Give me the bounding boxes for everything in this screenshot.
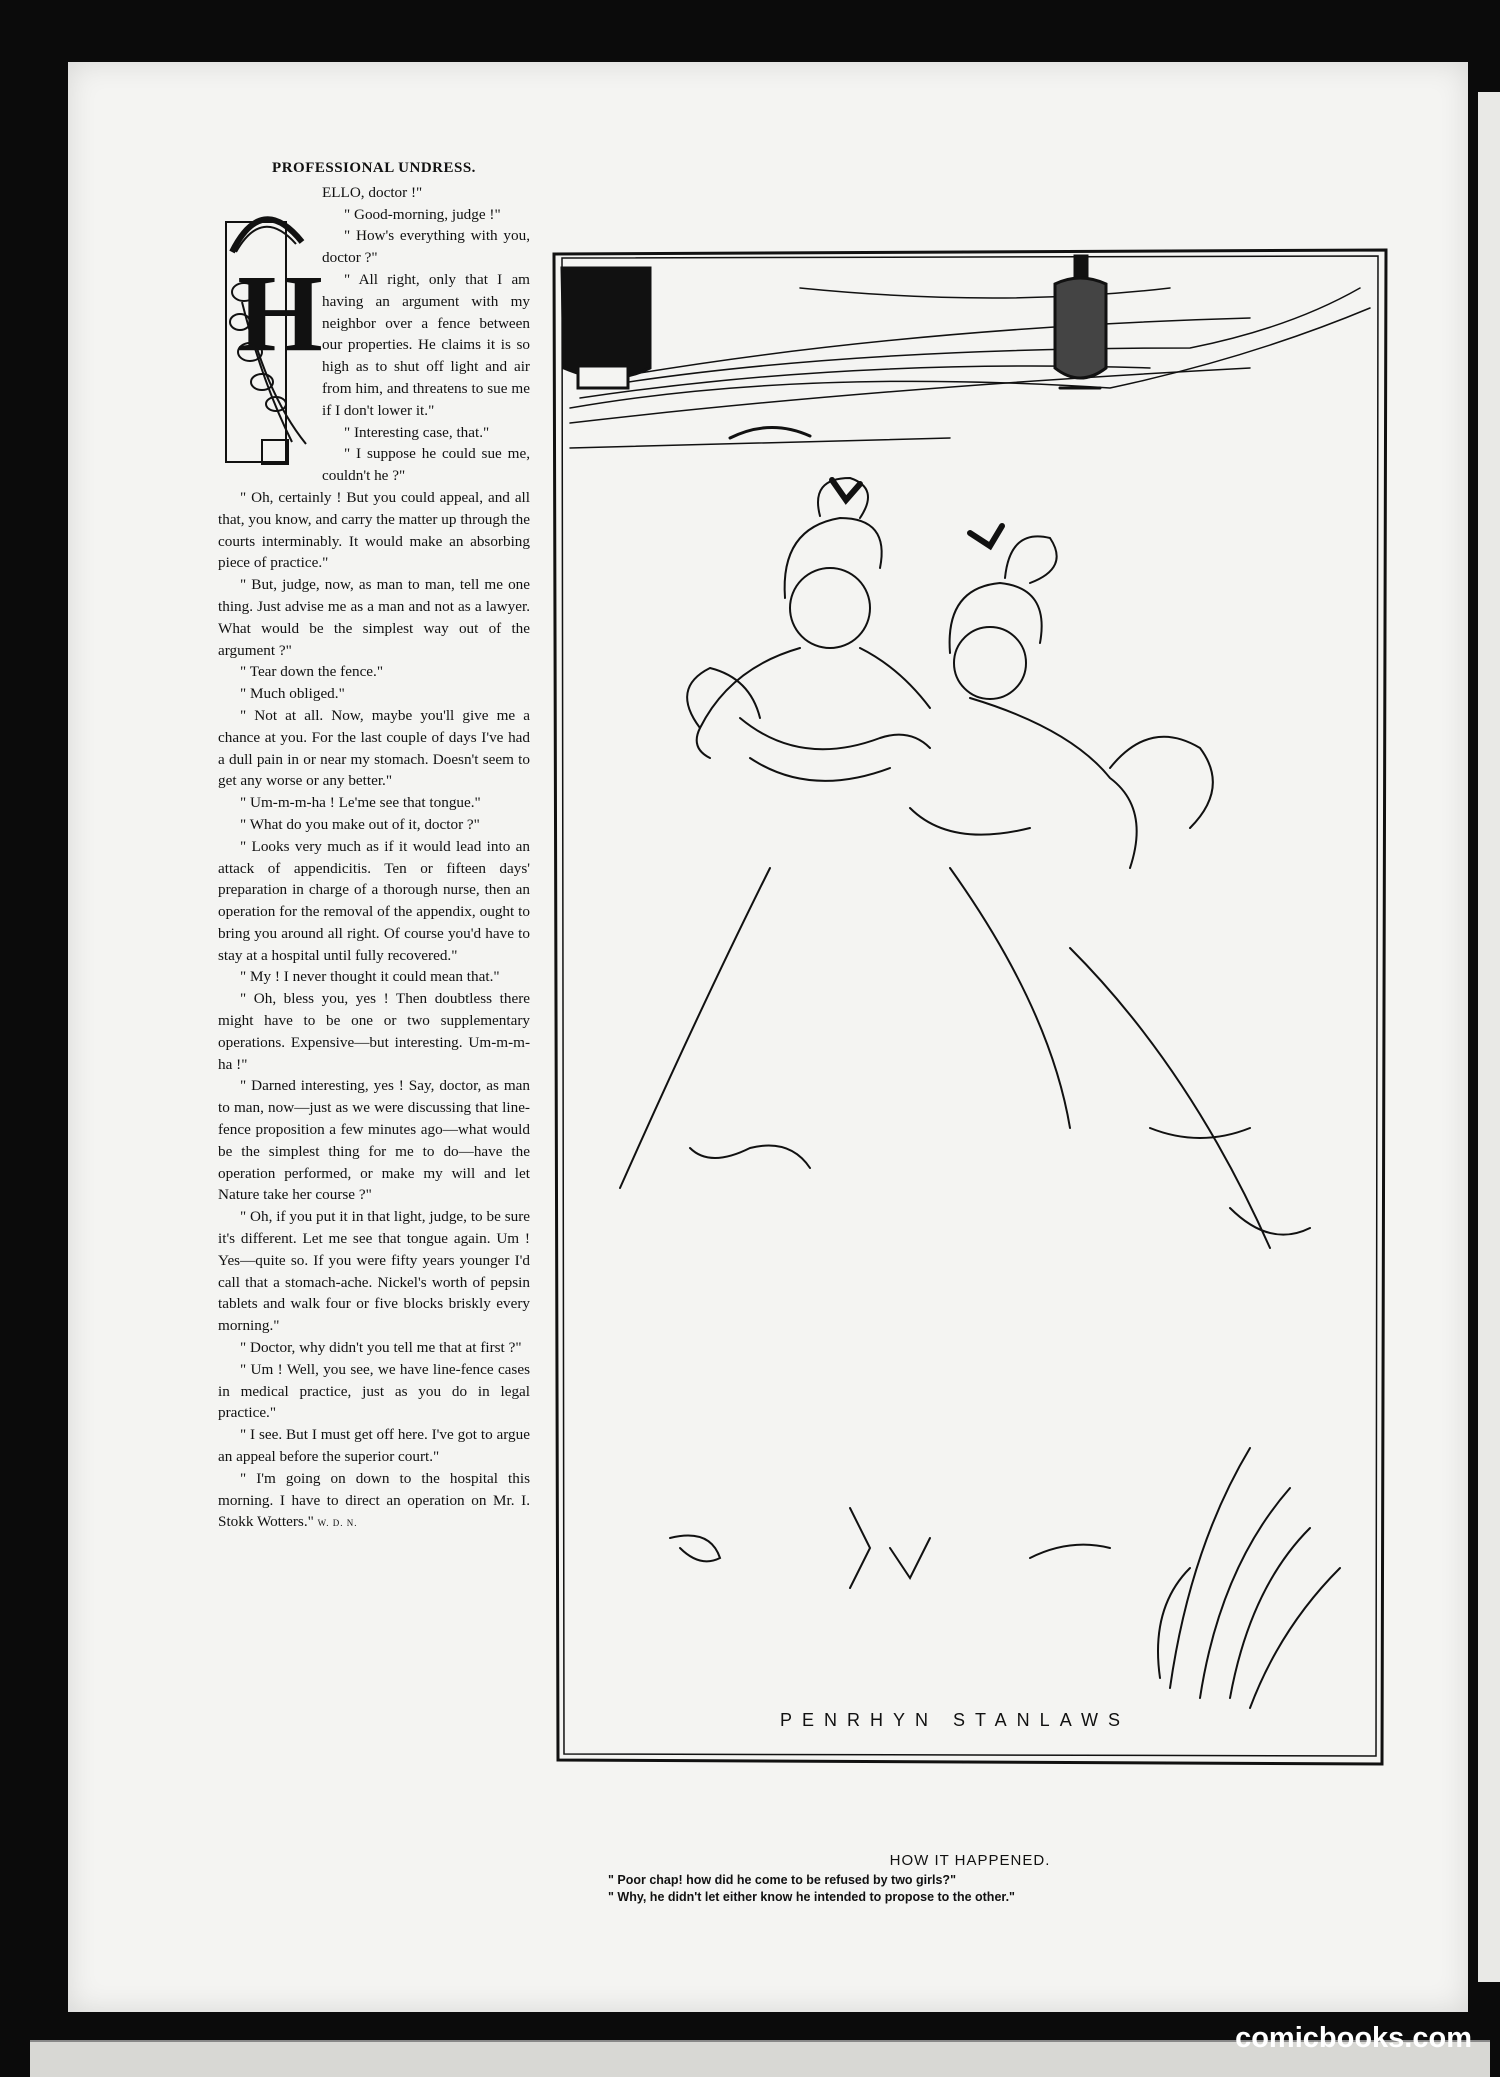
- paragraph: " Oh, certainly ! But you could appeal, and all that, you know, and carry the matter up through the courts interminably. It would make an absorbing piece of practice.": [218, 488, 530, 572]
- paragraph: " Darned interesting, yes ! Say, doctor, as man to man, now—just as we were discussing that line-fence proposition a few minutes ago—what would be the simplest thing for me to do—have the operation performed, or make my will and let Nature take her course ?": [218, 1077, 530, 1204]
- paragraph: " But, judge, now, as man to man, tell me one thing. Just advise me as a man and not as a lawyer. What would be the simplest way out of the argument ?": [218, 576, 530, 659]
- paragraph: ELLO, doctor !": [322, 183, 423, 201]
- paragraph-text: " I'm going on down to the hospital this morning. I have to direct an operation on Mr. I. Stokk Wotters.": [218, 1469, 530, 1531]
- paragraph: " Interesting case, that.": [344, 423, 490, 441]
- paragraph: " I see. But I must get off here. I've got to argue an appeal before the superior court.": [218, 1426, 530, 1466]
- paragraph: " Doctor, why didn't you tell me that at first ?": [240, 1339, 522, 1357]
- site-watermark: comicbooks.com: [1235, 2022, 1472, 2054]
- caption-title: HOW IT HAPPENED.: [889, 1852, 1051, 1869]
- illustration-frame: [550, 248, 1390, 1768]
- paragraph: " Looks very much as if it would lead into an attack of appendicitis. Ten or fifteen days' preparation in charge of a thorough nurse, then an operation for the removal of the appendix, ought to bring you around all right. Of course you'd have to stay at a hospital until fully recovered.": [218, 837, 530, 964]
- paragraph: " I suppose he could sue me, couldn't he ?": [322, 445, 530, 485]
- facing-page-edge: [1478, 92, 1500, 1982]
- paragraph: " All right, only that I am having an argument with my neighbor over a fence between our properties. He claims it is so high as to shut off light and air from him, and threatens to sue me if I don't lower it.": [322, 270, 530, 419]
- lantern-left: [562, 268, 650, 388]
- paragraph: " Good-morning, judge !": [344, 205, 501, 223]
- paragraph: " How's everything with you, doctor ?": [322, 227, 530, 267]
- article-title: PROFESSIONAL UNDRESS.: [272, 160, 476, 176]
- paragraph: " My ! I never thought it could mean that.": [240, 968, 500, 986]
- paragraph-final: [218, 1468, 530, 1535]
- illustration-caption: [560, 1852, 1380, 1906]
- paragraph: " Oh, if you put it in that light, judge, to be sure it's different. Let me see that tongue again. Um ! Yes—quite so. If you were fifty years younger I'd call that a stomach-ache. Nickel's worth of pepsin tablets and walk four or five blocks briskly every morning.": [218, 1208, 530, 1335]
- caption-question: " Poor chap! how did he come to be refused by two girls?": [608, 1873, 956, 1887]
- paragraph: " What do you make out of it, doctor ?": [240, 815, 480, 833]
- author-initials: W. D. N.: [317, 1518, 358, 1529]
- caption-answer: " Why, he didn't let either know he intended to propose to the other.": [608, 1890, 1015, 1904]
- paragraph: " Tear down the fence.": [240, 663, 384, 681]
- ornamental-drop-cap: [222, 182, 323, 470]
- lantern-right: [1055, 256, 1106, 388]
- paragraph: " Oh, bless you, yes ! Then doubtless there might have to be one or two supplementary operations. Expensive—but interesting. Um-m-m-ha !": [218, 990, 530, 1073]
- paragraph: " Um-m-m-ha ! Le'me see that tongue.": [240, 794, 481, 812]
- paragraph: " Not at all. Now, maybe you'll give me a chance at you. For the last couple of days I've had a dull pain in or near my stomach. Doesn't seem to get any worse or any better.": [218, 706, 530, 790]
- drop-cap-letter: H: [237, 251, 323, 374]
- artist-signature: PENRHYN STANLAWS: [780, 1710, 1131, 1730]
- paragraph: " Much obliged.": [240, 685, 345, 703]
- article-column: [218, 158, 530, 1535]
- paragraph: " Um ! Well, you see, we have line-fence cases in medical practice, just as you do in legal practice.": [218, 1360, 530, 1422]
